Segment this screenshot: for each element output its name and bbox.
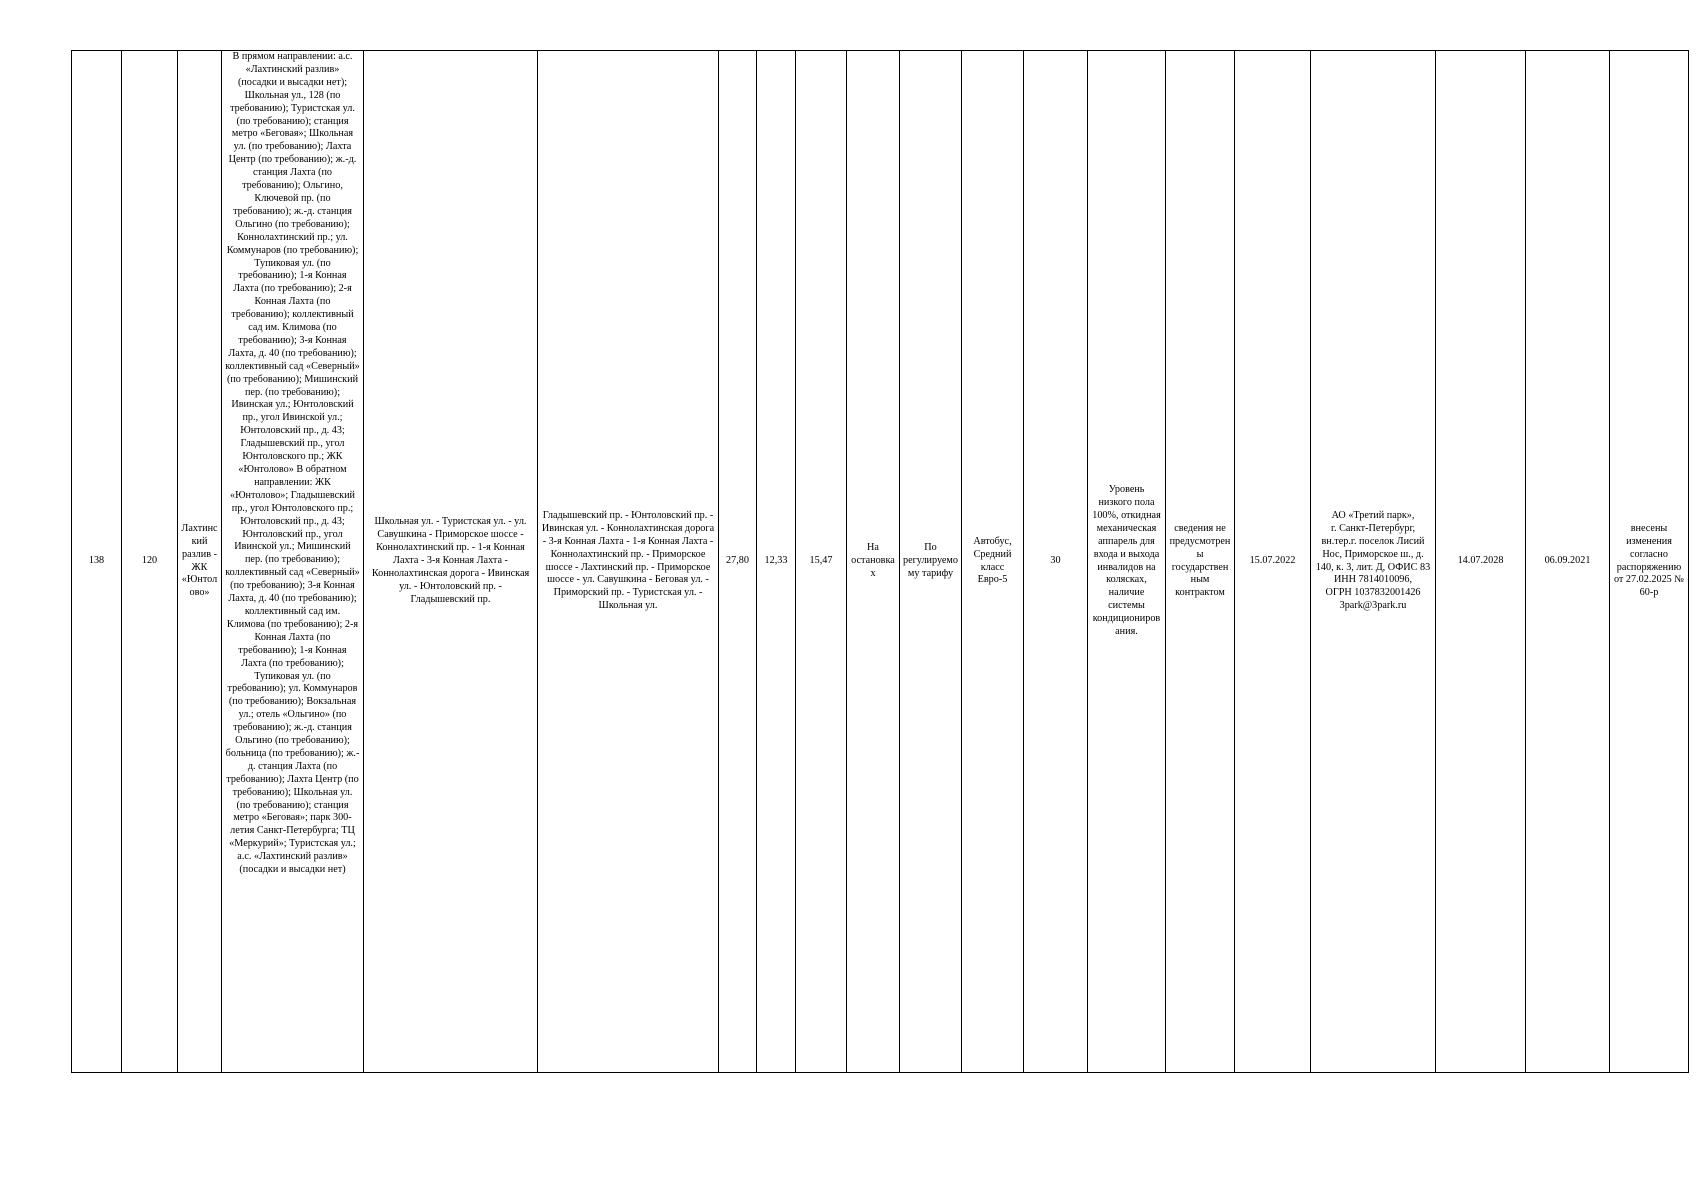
vehicle-count-cell: 30 xyxy=(1024,51,1088,1073)
length-average-cell: 15,47 xyxy=(796,51,847,1073)
carrier-email: 3park@3park.ru xyxy=(1339,600,1407,612)
carrier-address: г. Санкт-Петербург, вн.тер.г. поселок Лисий Нос, Приморское ш., д. 140, к. 3, лит. Д, ОФИС 83 xyxy=(1315,522,1431,573)
vehicle-cell: Автобус, Средний класс Евро-5 xyxy=(962,51,1024,1073)
end-date-cell: 14.07.2028 xyxy=(1436,51,1526,1073)
streets-forward-cell: Школьная ул. - Туристская ул. - ул. Савушкина - Приморское шоссе - Коннолахтинский пр. - 1-я Конная Лахта - 3-я Конная Лахта - Коннолахтинская дорога - Ивинская ул. - Юнтоловский пр. - Гладышевский пр. xyxy=(364,51,538,1073)
contract-info-cell: сведения не предусмотрены государственным контрактом xyxy=(1166,51,1235,1073)
stops-cell: В прямом направлении: а.с. «Лахтинский разлив» (посадки и высадки нет); Школьная ул., 128 (по требованию); Туристская ул. (по требованию); станция метро «Беговая»; Школьная ул. (по требованию); Лахта Центр (по требованию); ж.-д. станция Лахта (по требованию); Ольгино, Ключевой пр. (по требованию); ж.-д. станция Ольгино (по требованию); Коннолахтинский пр.; ул. Коммунаров (по требованию); Тупиковая ул. (по требованию); 1-я Конная Лахта (по требованию); 2-я Конная Лахта (по требованию); коллективный сад им. Климова (по требованию); 3-я Конная Лахта, д. 40 (по требованию); коллективный сад «Северный» (по требованию); Мишинский пер. (по требованию); Ивинская ул.; Юнтоловский пр., угол Ивинской ул.; Юнтоловский пр., д. 43; Гладышевский пр., угол Юнтоловского пр.; ЖК «Юнтолово» В обратном направлении: ЖК «Юнтолово»; Гладышевский пр., угол Юнтоловского пр.; Юнтоловский пр., д. 43; Юнтоловский пр., угол Ивинской ул.; Мишинский пер. (по требованию); коллективный сад «Северный» (по требованию); 3-я Конная Лахта, д. 40 (по требованию); коллективный сад им. Климова (по требованию); 2-я Конная Лахта (по требованию); 1-я Конная Лахта (по требованию); Тупиковая ул. (по требованию); ул. Коммунаров (по требованию); Вокзальная ул.; отель «Ольгино» (по требованию); ж.-д. станция Ольгино (по требованию); больница (по требованию); ж.-д. станция Лахта (по требованию); Лахта Центр (по требованию); Школьная ул. (по требованию); станция метро «Беговая»; парк 300-летия Санкт-Петербурга; ТЦ «Меркурий»; Туристская ул.; а.с. «Лахтинский разлив» (посадки и высадки нет) xyxy=(222,51,364,1073)
registry-date-cell: 06.09.2021 xyxy=(1526,51,1610,1073)
changes-note-cell: внесены изменения согласно распоряжению от 27.02.2025 № 60-р xyxy=(1610,51,1689,1073)
characteristics-cell: Уровень низкого пола 100%, откидная механическая аппарель для входа и выхода инвалидов на колясках, наличие системы кондиционирования. xyxy=(1088,51,1166,1073)
carrier-cell xyxy=(1311,51,1436,1073)
boarding-order-cell: На остановках xyxy=(847,51,900,1073)
streets-backward-cell: Гладышевский пр. - Юнтоловский пр. - Ивинская ул. - Коннолахтинская дорога - 3-я Конная Лахта - 1-я Конная Лахта - Коннолахтинский пр. - Приморское шоссе - Лахтинский пр. - Приморское шоссе - ул. Савушкина - Беговая ул. - Приморский пр. - Туристская ул. - Школьная ул. xyxy=(538,51,719,1073)
length-backward-cell: 12,33 xyxy=(757,51,796,1073)
tariff-cell: По регулируемому тарифу xyxy=(900,51,962,1073)
carrier-name: АО «Третий парк», xyxy=(1331,509,1415,521)
length-forward-cell: 27,80 xyxy=(719,51,757,1073)
route-registry-table xyxy=(71,50,1689,1073)
start-date-cell: 15.07.2022 xyxy=(1235,51,1311,1073)
table-row xyxy=(72,51,1689,1073)
carrier-inn: ИНН 7814010096, xyxy=(1333,574,1413,586)
carrier-ogrn: ОГРН 1037832001426 xyxy=(1325,587,1421,599)
registry-number-cell: 138 xyxy=(72,51,122,1073)
route-name-cell: Лахтинский разлив - ЖК «Юнтолово» xyxy=(178,51,222,1073)
route-number-cell: 120 xyxy=(122,51,178,1073)
